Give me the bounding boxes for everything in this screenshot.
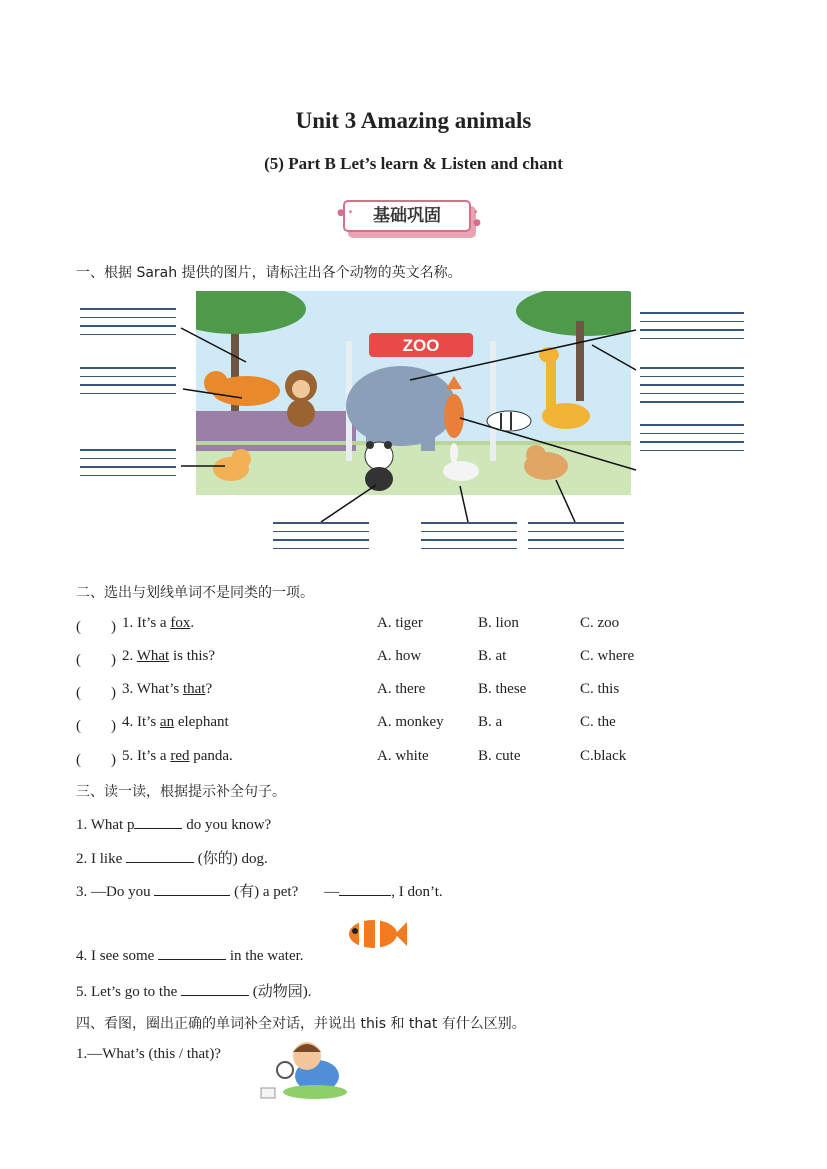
page-subtitle: (5) Part B Let’s learn & Listen and chant: [264, 154, 563, 173]
badge-dot-icon: ● •: [337, 208, 354, 218]
option-b: B. lion: [478, 615, 519, 631]
option-c: C. the: [580, 714, 616, 730]
underlined-word: What: [136, 648, 170, 664]
blank-input[interactable]: [158, 945, 226, 960]
option-c: C. zoo: [580, 615, 620, 631]
underlined-word: that: [182, 681, 206, 697]
answer-paren[interactable]: ( ): [76, 752, 116, 768]
sentence-3: 3. —Do you (有) a pet? — , I don’t.: [76, 880, 443, 901]
answer-lines-bear[interactable]: [528, 522, 624, 556]
blank-input[interactable]: [126, 848, 194, 863]
option-a: A. there: [377, 681, 426, 697]
option-a: A. how: [377, 648, 422, 664]
question-text: 2. What is this?: [122, 648, 216, 664]
blank-input[interactable]: [181, 981, 249, 996]
underlined-word: red: [170, 748, 190, 764]
answer-lines-dog[interactable]: [80, 449, 176, 483]
option-a: A. white: [377, 748, 429, 764]
dialogue-q1: 1.—What’s (this / that)?: [76, 1046, 221, 1062]
sentence-1: 1. What p do you know?: [76, 814, 271, 834]
answer-lines-elephant[interactable]: [640, 312, 744, 346]
answer-paren[interactable]: ( ): [76, 718, 116, 734]
option-b: B. cute: [478, 748, 521, 764]
answer-lines-monkey[interactable]: [80, 367, 176, 401]
option-a: A. monkey: [377, 714, 444, 730]
sentence-5: 5. Let’s go to the (动物园).: [76, 980, 312, 1001]
blank-input[interactable]: [339, 881, 391, 896]
option-c: C. where: [580, 648, 635, 664]
option-c: C.black: [580, 748, 627, 764]
answer-lines-tiger[interactable]: [80, 308, 176, 342]
question-text: 1. It’s a fox.: [122, 615, 195, 631]
badge-dot-icon: • ●: [473, 208, 481, 228]
zoo-sign: ZOO: [402, 336, 440, 355]
answer-paren[interactable]: ( ): [76, 652, 116, 668]
sentence-2: 2. I like (你的) dog.: [76, 847, 268, 868]
question-text: 3. What’s that?: [122, 681, 213, 697]
section4-heading: 四、看图，圈出正确的单词补全对话，并说出 this 和 that 有什么区别。: [76, 1016, 526, 1032]
answer-paren[interactable]: ( ): [76, 619, 116, 635]
answer-lines-fox[interactable]: [640, 424, 744, 458]
page-title: Unit 3 Amazing animals: [295, 108, 532, 133]
answer-lines-rabbit[interactable]: [421, 522, 517, 556]
blank-input[interactable]: [134, 814, 182, 829]
question-text: 5. It’s a red panda.: [122, 748, 233, 764]
section1-heading: 一、根据 Sarah 提供的图片，请标注出各个动物的英文名称。: [76, 265, 462, 281]
option-a: A. tiger: [377, 615, 423, 631]
answer-lines-panda[interactable]: [273, 522, 369, 556]
answer-paren[interactable]: ( ): [76, 685, 116, 701]
option-b: B. these: [478, 681, 527, 697]
blank-input[interactable]: [154, 881, 230, 896]
answer-lines-giraffe[interactable]: [640, 367, 744, 410]
option-b: B. at: [478, 648, 507, 664]
option-b: B. a: [478, 714, 503, 730]
section3-heading: 三、读一读，根据提示补全句子。: [76, 784, 286, 800]
clownfish-icon: [345, 914, 407, 954]
badge-label: 基础巩固: [343, 200, 471, 232]
underlined-word: an: [159, 714, 175, 730]
option-c: C. this: [580, 681, 620, 697]
section2-heading: 二、选出与划线单词不是同类的一项。: [76, 585, 314, 601]
underlined-word: fox: [170, 615, 191, 631]
question-text: 4. It’s an elephant: [122, 714, 229, 730]
boy-with-magnifier-icon: [255, 1036, 355, 1106]
sentence-4: 4. I see some in the water.: [76, 945, 304, 965]
